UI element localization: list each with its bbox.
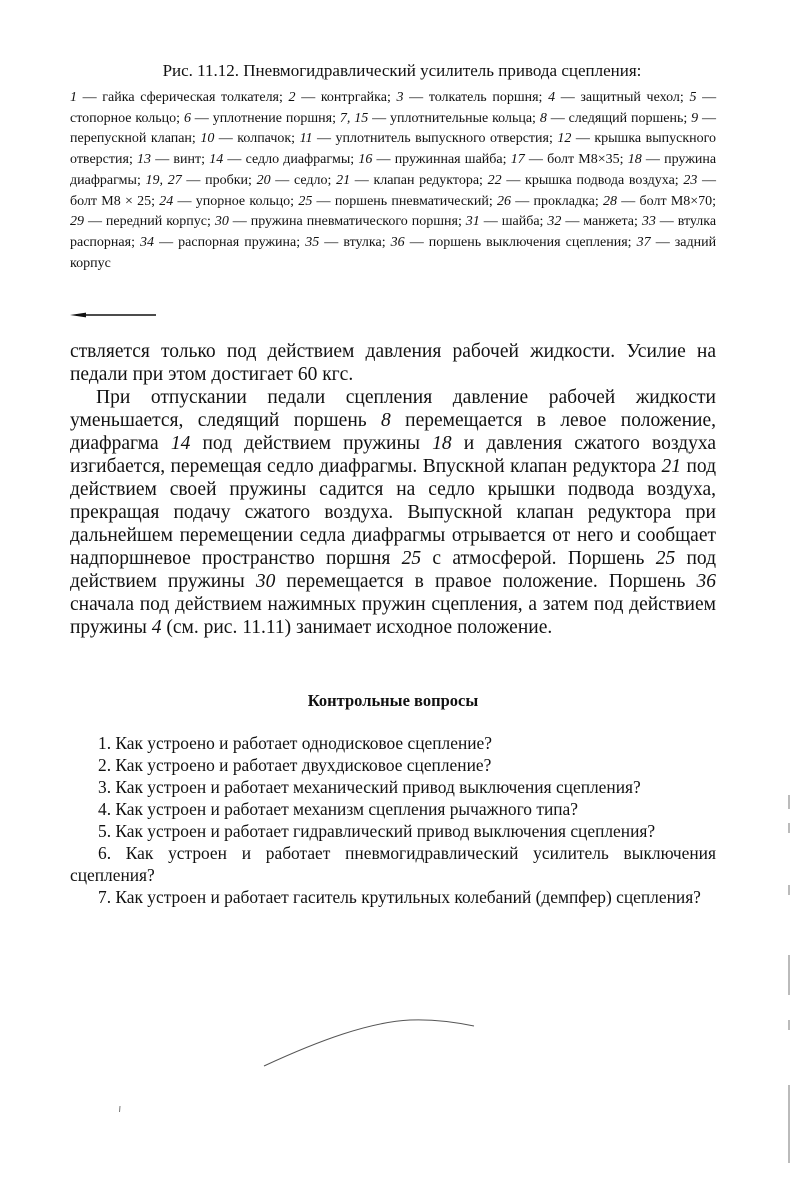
legend-item-number: 29 xyxy=(70,214,84,230)
legend-item-number: 19, 27 xyxy=(145,172,182,188)
review-question: 5. Как устроен и работает гидравлический привод выключения сцепления? xyxy=(98,821,656,841)
paragraph-fragment: перемещается в правое положение. Поршень xyxy=(275,571,697,592)
legend-item-number: 11 xyxy=(299,131,313,147)
legend-item-number: 33 xyxy=(641,214,656,230)
legend-item-number: 31 xyxy=(465,214,480,230)
legend-item-text: контргайка; xyxy=(320,90,391,105)
legend-item-text: уплотнитель выпускного отверстия; xyxy=(335,131,553,147)
paragraph-fragment: перемещается в левое положение, диафрагма xyxy=(70,410,716,454)
legend-item-text: уплотнительные кольца; xyxy=(389,110,536,126)
legend-item: 11 — уплотнитель выпускного отверстия; xyxy=(299,131,553,147)
paragraph-fragment: под действием своей пружины садится на седло крышки подвода воздуха, прекращая подачу сжатого воздуха. Выпускной клапан редуктора при дальнейшем перемещении седла диафрагмы отрывается от него и сообщает надпоршневое пространство поршня xyxy=(70,456,717,569)
legend-item-number: 9 xyxy=(691,110,699,126)
paragraph-fragment: (см. рис. 11.11) занимает исходное положение. xyxy=(161,617,553,638)
review-question: 2. Как устроено и работает двухдисковое сцепление? xyxy=(98,755,492,775)
legend-item-text: толкатель поршня; xyxy=(428,90,543,105)
legend-item-number: 23 xyxy=(683,172,698,188)
legend-item-text: седло диафрагмы; xyxy=(245,152,355,168)
legend-item-number: 35 xyxy=(305,234,320,250)
paragraph-fragment: При отпускании педали сцепления давление рабочей жидкости уменьшается, следящий поршень xyxy=(70,387,716,431)
legend-item-text: болт M8 × 25; xyxy=(70,193,156,209)
legend-item-number: 21 xyxy=(336,172,351,188)
legend-item-number: 16 xyxy=(358,152,373,168)
review-question: 1. Как устроено и работает однодисковое сцепление? xyxy=(98,733,492,753)
body-paragraph-2 xyxy=(70,386,716,639)
legend-item-number: 32 xyxy=(547,214,562,230)
legend-item-number: 17 xyxy=(510,152,525,168)
legend-item: 8 — следящий поршень; xyxy=(539,110,688,126)
legend-item-text: пружинная шайба; xyxy=(394,152,507,168)
legend-item-text: болт M8×70; xyxy=(639,193,717,209)
legend-item-number: 5 xyxy=(689,90,697,105)
legend-item-text: крышка выпускного отверстия; xyxy=(70,131,717,168)
legend-item-text: пружина пневматического поршня; xyxy=(250,214,462,230)
legend-item: 16 — пружинная шайба; xyxy=(358,152,507,168)
review-question: 7. Как устроен и работает гаситель крутильных колебаний (демпфер) сцепления? xyxy=(98,887,701,907)
legend-item-text: втулка распорная; xyxy=(70,214,717,250)
legend-item-text: поршень пневматический; xyxy=(334,193,493,209)
legend-item-number: 30 xyxy=(214,214,229,230)
legend-item-number: 4 xyxy=(548,90,556,105)
legend-item-text: стопорное кольцо; xyxy=(70,110,181,126)
legend-item-number: 24 xyxy=(159,193,174,209)
legend-item: 7, 15 — уплотнительные кольца; xyxy=(339,110,536,126)
legend-item: 34 — распорная пружина; xyxy=(140,234,301,250)
legend-item-text: пружина диафрагмы; xyxy=(70,152,717,188)
legend-item: 20 — седло; xyxy=(256,172,332,188)
legend-item: 2 — контргайка; xyxy=(288,90,391,105)
section-title: Контрольные вопросы xyxy=(307,691,479,710)
legend-item: 35 — втулка; xyxy=(305,234,386,250)
review-question: 6. Как устроен и работает пневмогидравлический усилитель выключения сцепления? xyxy=(70,843,716,885)
legend-item-text: винт; xyxy=(173,152,206,168)
part-number-ref: 14 xyxy=(170,433,191,454)
legend-item-number: 14 xyxy=(209,152,224,168)
legend-item: 10 — колпачок; xyxy=(200,131,296,147)
legend-item-number: 7, 15 xyxy=(339,110,369,126)
legend-item-number: 2 xyxy=(288,90,296,105)
legend-item-number: 26 xyxy=(496,193,511,209)
legend-item: 26 — прокладка; xyxy=(496,193,599,209)
legend-item: 29 — передний корпус; xyxy=(70,214,211,230)
legend-item: 6 — уплотнение поршня; xyxy=(183,110,336,126)
legend-item: 17 — болт M8×35; xyxy=(510,152,624,168)
legend-item: 12 — крышка выпускного отверстия; xyxy=(70,131,717,168)
part-number-ref: 21 xyxy=(661,456,682,477)
legend-item-number: 13 xyxy=(137,152,152,168)
legend-item: 19, 27 — пробки; xyxy=(145,172,252,188)
legend-item-text: колпачок; xyxy=(237,131,296,147)
legend-item-text: задний корпус xyxy=(70,234,717,271)
legend-item-number: 12 xyxy=(557,131,572,147)
figure-legend xyxy=(70,88,716,274)
legend-item-text: втулка; xyxy=(343,234,386,250)
legend-item-text: гайка сферическая толкателя; xyxy=(102,90,283,105)
legend-item: 30 — пружина пневматического поршня; xyxy=(214,214,462,230)
legend-item-text: шайба; xyxy=(501,214,544,230)
legend-item-text: защитный чехол; xyxy=(580,90,684,105)
legend-item: 21 — клапан редуктора; xyxy=(336,172,483,188)
legend-item-text: болт M8×35; xyxy=(547,152,624,168)
legend-item-number: 3 xyxy=(396,90,404,105)
legend-item-text: уплотнение поршня; xyxy=(212,110,336,126)
legend-item-number: 22 xyxy=(487,172,502,188)
legend-item-number: 6 xyxy=(183,110,191,126)
legend-item: 33 — втулка распорная; xyxy=(70,214,717,250)
part-number-ref: 8 xyxy=(381,410,391,431)
legend-item-text: распорная пружина; xyxy=(178,234,301,250)
paragraph-fragment: сначала под действием нажимных пружин сцепления, а затем под действием пружины xyxy=(70,594,716,638)
legend-item-text: упорное кольцо; xyxy=(195,193,295,209)
legend-item-text: пробки; xyxy=(205,172,252,188)
legend-item: 37 — задний корпус xyxy=(70,234,717,271)
legend-item-text: манжета; xyxy=(583,214,638,230)
pencil-stroke-mark xyxy=(260,1010,480,1070)
legend-item-number: 1 xyxy=(70,90,77,105)
legend-item: 25 — поршень пневматический; xyxy=(298,193,493,209)
legend-item-number: 20 xyxy=(256,172,271,188)
legend-item-number: 34 xyxy=(140,234,155,250)
paragraph-fragment: с атмосферой. Поршень xyxy=(421,548,656,569)
legend-item-text: крышка подвода воздуха; xyxy=(525,172,679,188)
part-number-ref: 30 xyxy=(255,571,276,592)
legend-item-number: 37 xyxy=(636,234,651,250)
paragraph-fragment: под действием пружины xyxy=(70,548,717,592)
legend-item-number: 25 xyxy=(298,193,313,209)
legend-item: 14 — седло диафрагмы; xyxy=(209,152,355,168)
legend-item-number: 8 xyxy=(539,110,547,126)
part-number-ref: 36 xyxy=(696,571,716,592)
part-number-ref: 25 xyxy=(655,548,676,569)
legend-item-text: прокладка; xyxy=(533,193,599,209)
paragraph-fragment: под действием пружины xyxy=(190,433,433,454)
legend-item-number: 36 xyxy=(390,234,405,250)
legend-item: 18 — пружина диафрагмы; xyxy=(70,152,717,188)
page-edge-mark xyxy=(784,795,794,1165)
part-number-ref: 4 xyxy=(151,617,162,638)
legend-item: 1 — гайка сферическая толкателя; xyxy=(70,90,283,105)
paragraph-fragment: и давления сжатого воздуха изгибается, перемещая седло диафрагмы. Впускной клапан редуктора xyxy=(70,433,716,477)
review-questions-list xyxy=(70,732,716,908)
legend-item-text: следящий поршень; xyxy=(568,110,688,126)
legend-item: 36 — поршень выключения сцепления; xyxy=(390,234,632,250)
legend-item-number: 10 xyxy=(200,131,215,147)
legend-item-text: клапан редуктора; xyxy=(373,172,483,188)
figure-caption: Рис. 11.12. Пневмогидравлический усилитель привода сцепления: xyxy=(162,61,642,80)
review-question: 4. Как устроен и работает механизм сцепления рычажного типа? xyxy=(98,799,578,819)
part-number-ref: 18 xyxy=(432,433,452,454)
legend-item: 9 — перепускной клапан; xyxy=(70,110,717,147)
legend-item: 32 — манжета; xyxy=(547,214,638,230)
legend-item-number: 18 xyxy=(627,152,642,168)
legend-item-number: 28 xyxy=(603,193,618,209)
legend-item-text: перепускной клапан; xyxy=(70,131,196,147)
legend-item: 5 — стопорное кольцо; xyxy=(70,90,717,126)
dust-speck xyxy=(118,1106,122,1112)
legend-item: 4 — защитный чехол; xyxy=(548,90,684,105)
legend-item: 3 — толкатель поршня; xyxy=(396,90,543,105)
review-question: 3. Как устроен и работает механический привод выключения сцепления? xyxy=(98,777,641,797)
left-arrow-icon xyxy=(70,312,156,318)
body-text xyxy=(70,340,716,639)
legend-item-text: поршень выключения сцепления; xyxy=(428,234,632,250)
legend-item: 22 — крышка подвода воздуха; xyxy=(487,172,679,188)
legend-item: 23 — болт M8 × 25; xyxy=(70,172,717,209)
legend-item-text: передний корпус; xyxy=(105,214,211,230)
legend-item: 28 — болт M8×70; xyxy=(603,193,717,209)
legend-item: 24 — упорное кольцо; xyxy=(159,193,295,209)
legend-item: 31 — шайба; xyxy=(465,214,544,230)
body-paragraph-1: ствляется только под действием давления рабочей жидкости. Усилие на педали при этом достигает 60 кгс. xyxy=(70,341,716,385)
legend-item-text: седло; xyxy=(293,172,332,188)
part-number-ref: 25 xyxy=(401,548,422,569)
legend-item: 13 — винт; xyxy=(137,152,206,168)
